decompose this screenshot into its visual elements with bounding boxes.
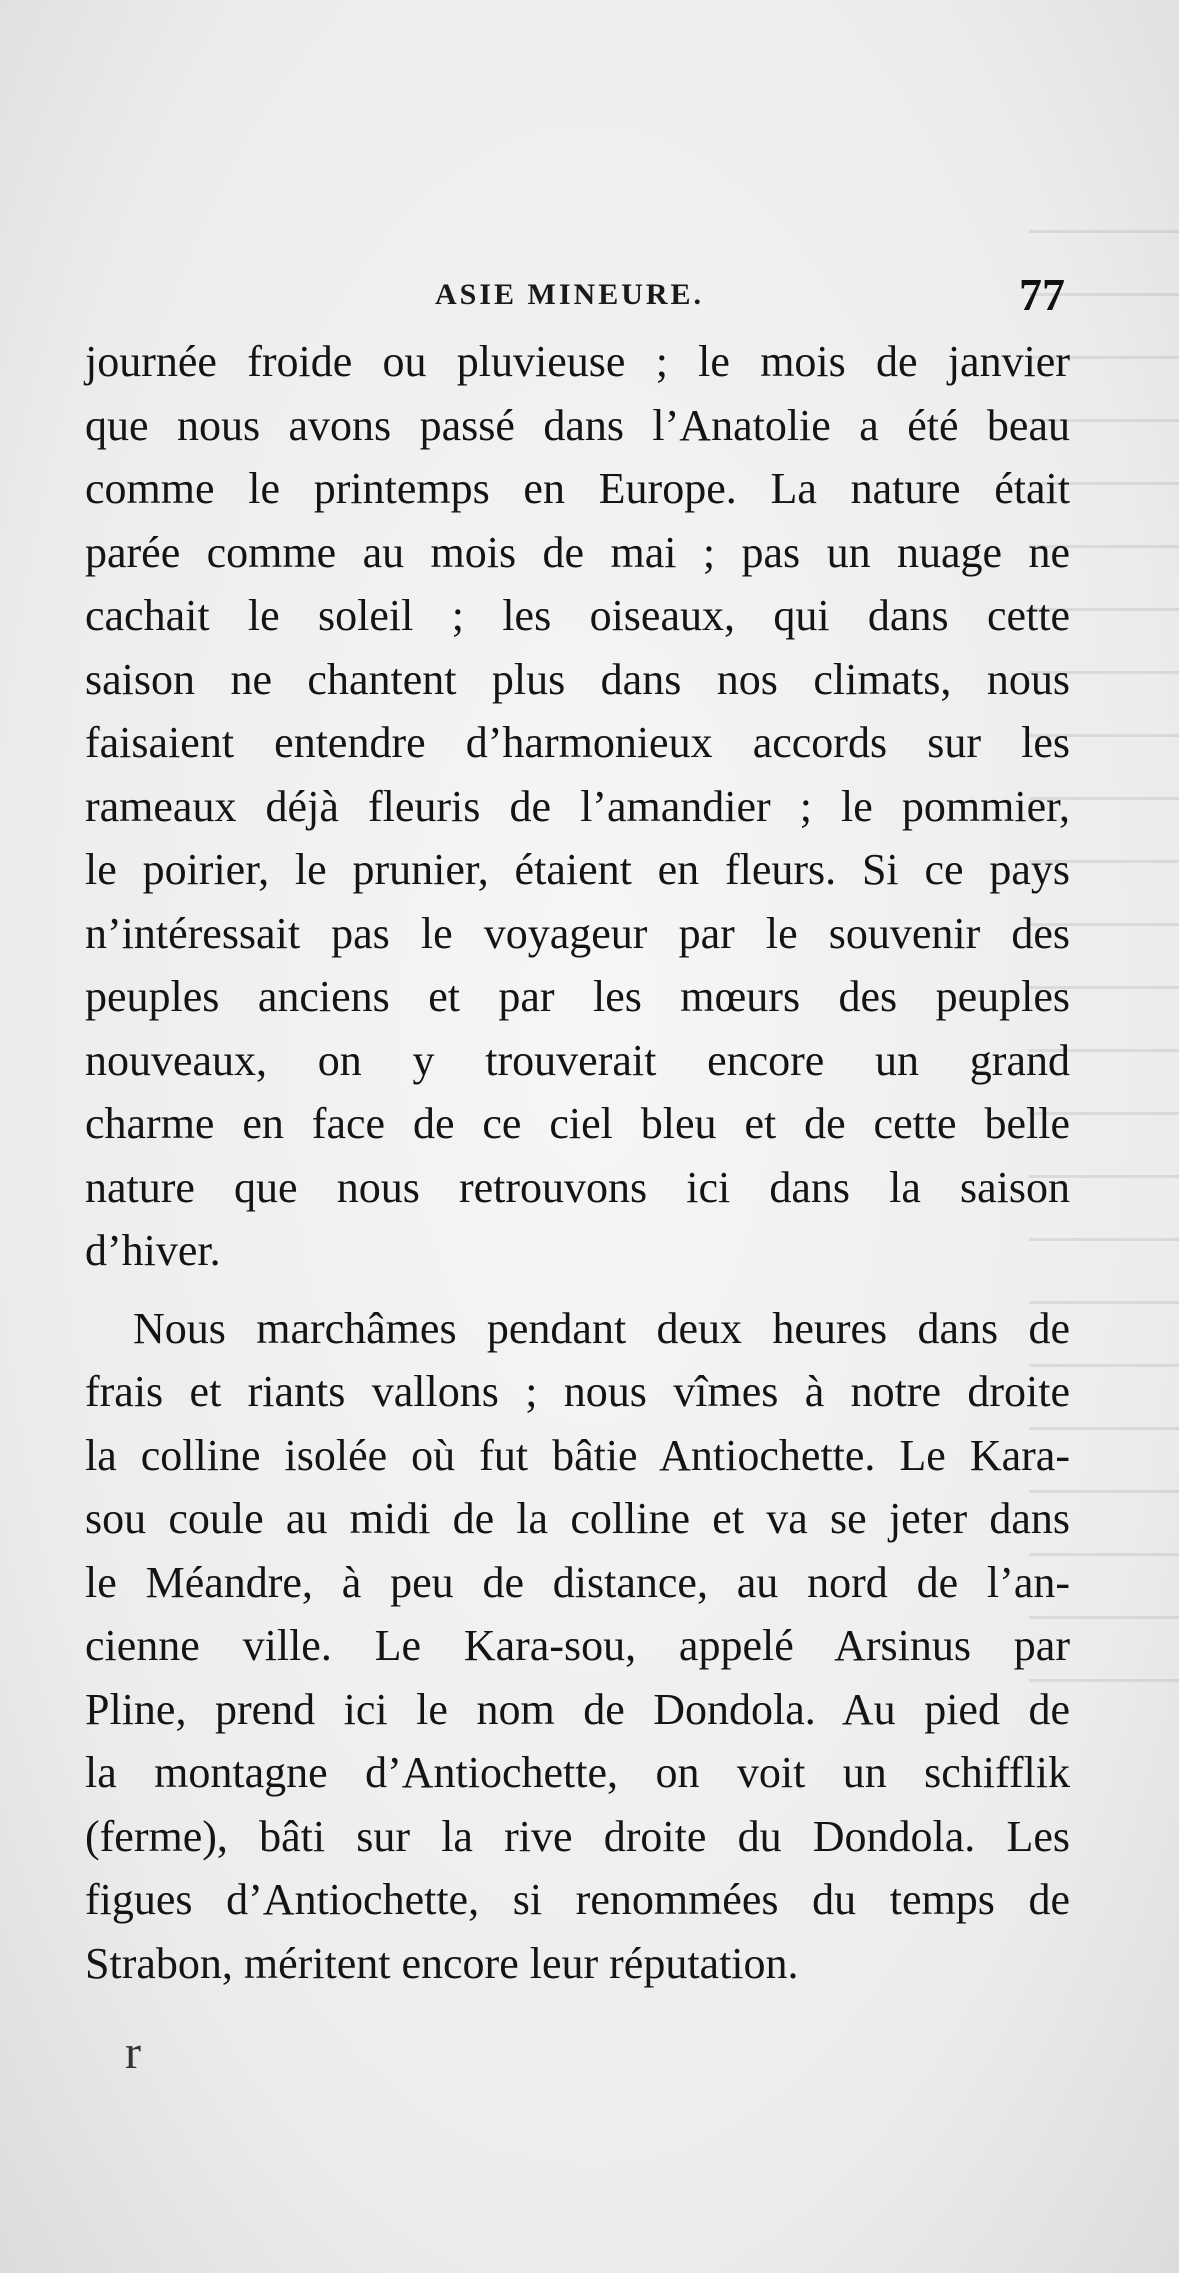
text-line: comme le printemps en Europe. La nature était [85,464,1070,513]
text-line: peuples anciens et par les mœurs des peuples [85,972,1070,1021]
text-line: figues d’Antiochette, si renommées du temps de [85,1875,1070,1924]
text-line: cachait le soleil ; les oiseaux, qui dans cette [85,591,1070,640]
text-line: journée froide ou pluvieuse ; le mois de janvier [85,337,1070,386]
text-line: Strabon, méritent encore leur réputation. [85,1938,799,1988]
text-line: n’intéressait pas le voyageur par le souvenir des [85,908,1070,958]
text-line: (ferme), bâti sur la rive droite du Dondola. Les [85,1811,1070,1861]
text-line: le poirier, le prunier, étaient en fleurs. Si ce pays [85,845,1070,894]
page-header [85,268,1065,328]
text-line: rameaux déjà fleuris de l’amandier ; le pommier, [85,781,1070,831]
text-line: sou coule au midi de la colline et va se jeter dans [85,1494,1070,1543]
paragraph-2 [85,1297,1070,1996]
text-line: parée comme au mois de mai ; pas un nuage ne [85,527,1070,577]
text-line: Nous marchâmes pendant deux heures dans de [133,1303,1070,1353]
text-line: saison ne chantent plus dans nos climats, nous [85,654,1070,704]
text-line: Pline, prend ici le nom de Dondola. Au pied de [85,1684,1070,1734]
running-head: ASIE MINEURE. [435,278,705,311]
page-number: 77 [1019,269,1065,320]
text-line: nouveaux, on y trouverait encore un grand [85,1035,1070,1085]
text-line: le Méandre, à peu de distance, au nord de l’an- [85,1557,1070,1607]
text-line: d’hiver. [85,1226,221,1275]
text-line: que nous avons passé dans l’Anatolie a été beau [85,400,1070,450]
text-line: faisaient entendre d’harmonieux accords sur les [85,718,1070,767]
text-line: la colline isolée où fut bâtie Antiochette. Le Kara- [85,1430,1070,1480]
signature-mark: r [125,2026,141,2079]
text-line: cienne ville. Le Kara-sou, appelé Arsinus par [85,1621,1070,1670]
text-line: charme en face de ce ciel bleu et de cette belle [85,1099,1070,1148]
paragraph-gap [85,1283,1070,1297]
text-line: nature que nous retrouvons ici dans la saison [85,1162,1070,1212]
text-line: frais et riants vallons ; nous vîmes à notre droite [85,1367,1070,1416]
body-text [85,330,1070,1995]
paragraph-1 [85,330,1070,1283]
text-line: la montagne d’Antiochette, on voit un schifflik [85,1748,1070,1797]
